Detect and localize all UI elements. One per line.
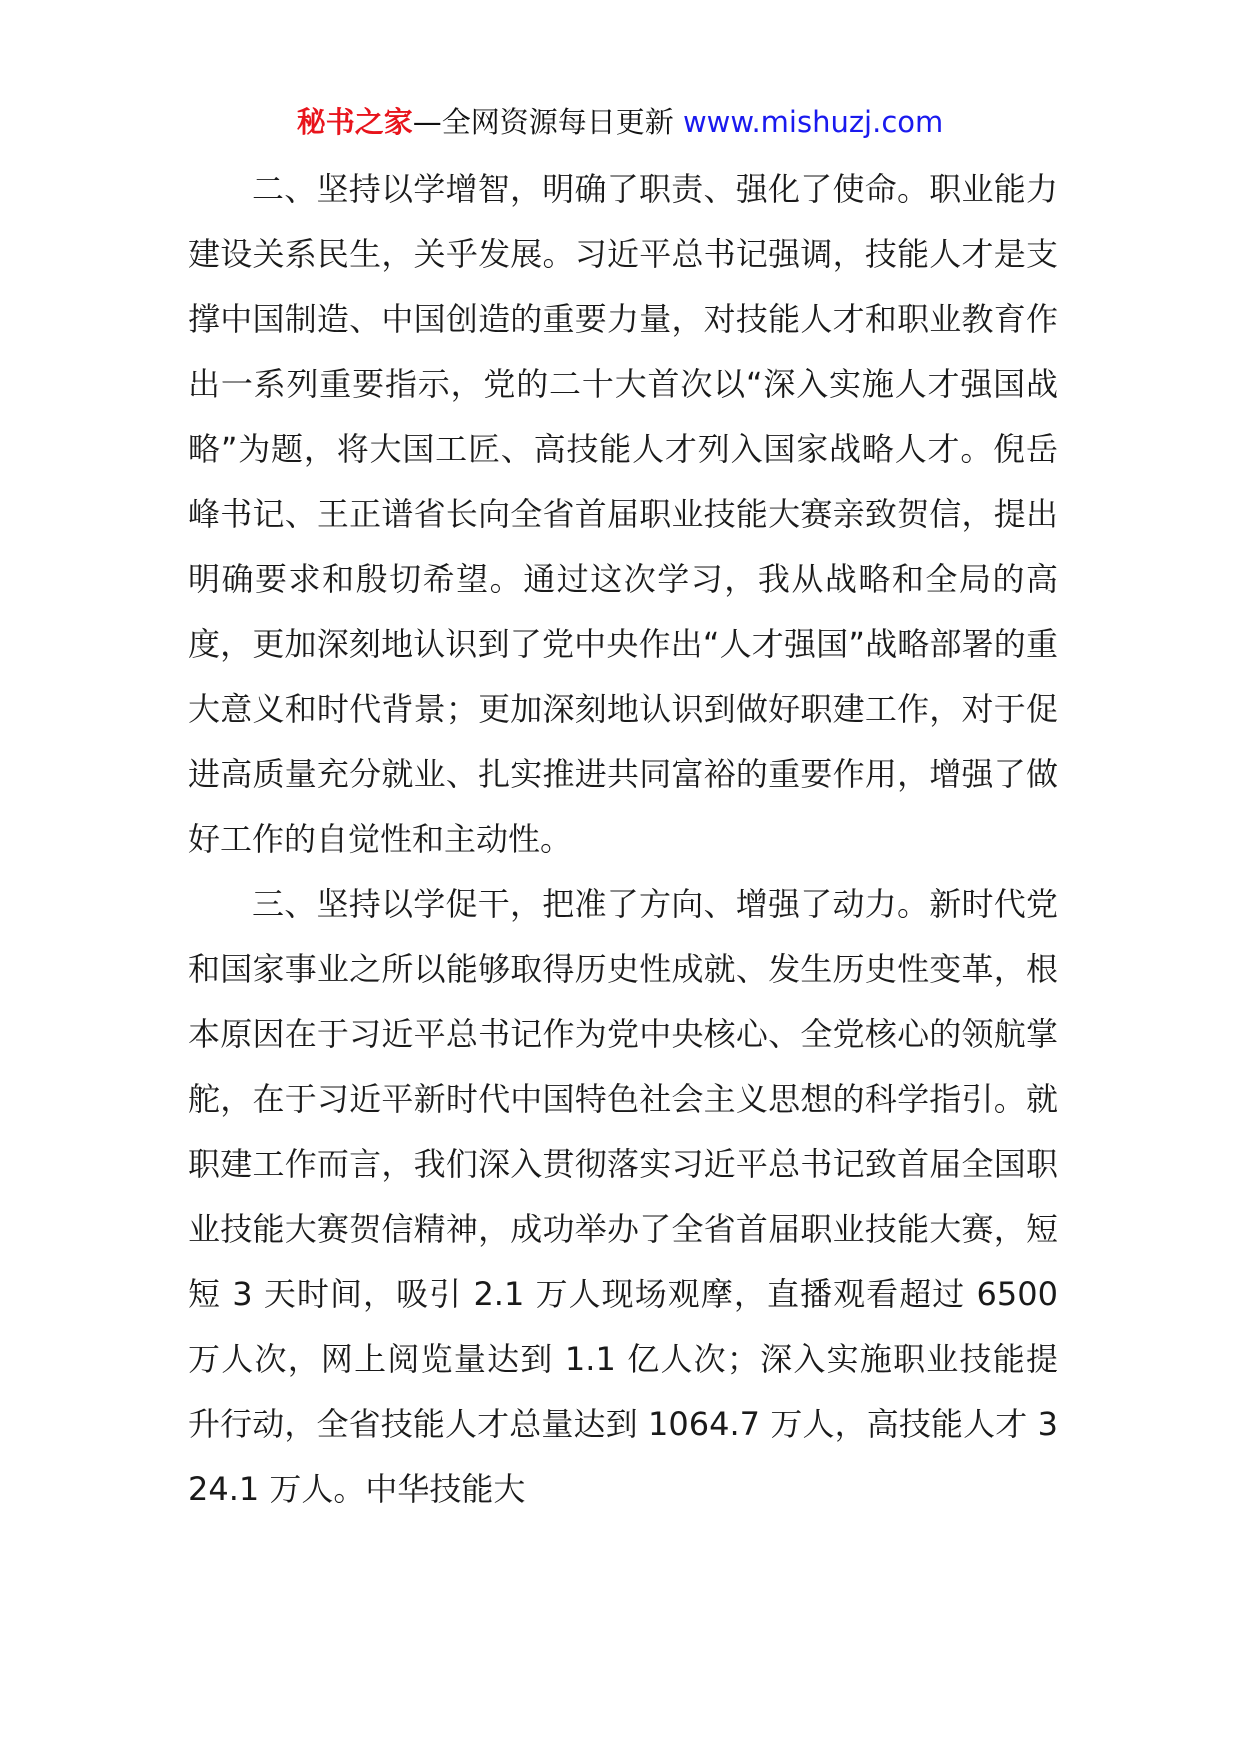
header-brand: 秘书之家 — [296, 105, 413, 139]
header-tagline: —全网资源每日更新 — [412, 105, 683, 139]
page-header — [0, 100, 1240, 144]
paragraph-section-three: 三、坚持以学促干，把准了方向、增强了动力。新时代党和国家事业之所以能够取得历史性成就、发生历史性变革，根本原因在于习近平总书记作为党中央核心、全党核心的领航掌舵，在于习近平新时代中国特色社会主义思想的科学指引。就职建工作而言，我们深入贯彻落实习近平总书记致首届全国职业技能大赛贺信精神，成功举办了全省首届职业技能大赛，短短 3 天时间，吸引 2.1 万人现场观摩，直播观看超过 6500 万人次，网上阅览量达到 1.1 亿人次；深入实施职业技能提升行动，全省技能人才总量达到 1064.7 万人，高技能人才 324.1 万人。中华技能大 — [188, 885, 1058, 1508]
document-body — [188, 157, 1058, 1522]
header-url-link[interactable]: www.mishuzj.com — [682, 105, 944, 139]
paragraph-section-two: 二、坚持以学增智，明确了职责、强化了使命。职业能力建设关系民生，关乎发展。习近平总书记强调，技能人才是支撑中国制造、中国创造的重要力量，对技能人才和职业教育作出一系列重要指示，党的二十大首次以“深入实施人才强国战略”为题，将大国工匠、高技能人才列入国家战略人才。倪岳峰书记、王正谱省长向全省首届职业技能大赛亲致贺信，提出明确要求和殷切希望。通过这次学习，我从战略和全局的高度，更加深刻地认识到了党中央作出“人才强国”战略部署的重大意义和时代背景；更加深刻地认识到做好职建工作，对于促进高质量充分就业、扎实推进共同富裕的重要作用，增强了做好工作的自觉性和主动性。 — [188, 170, 1058, 858]
